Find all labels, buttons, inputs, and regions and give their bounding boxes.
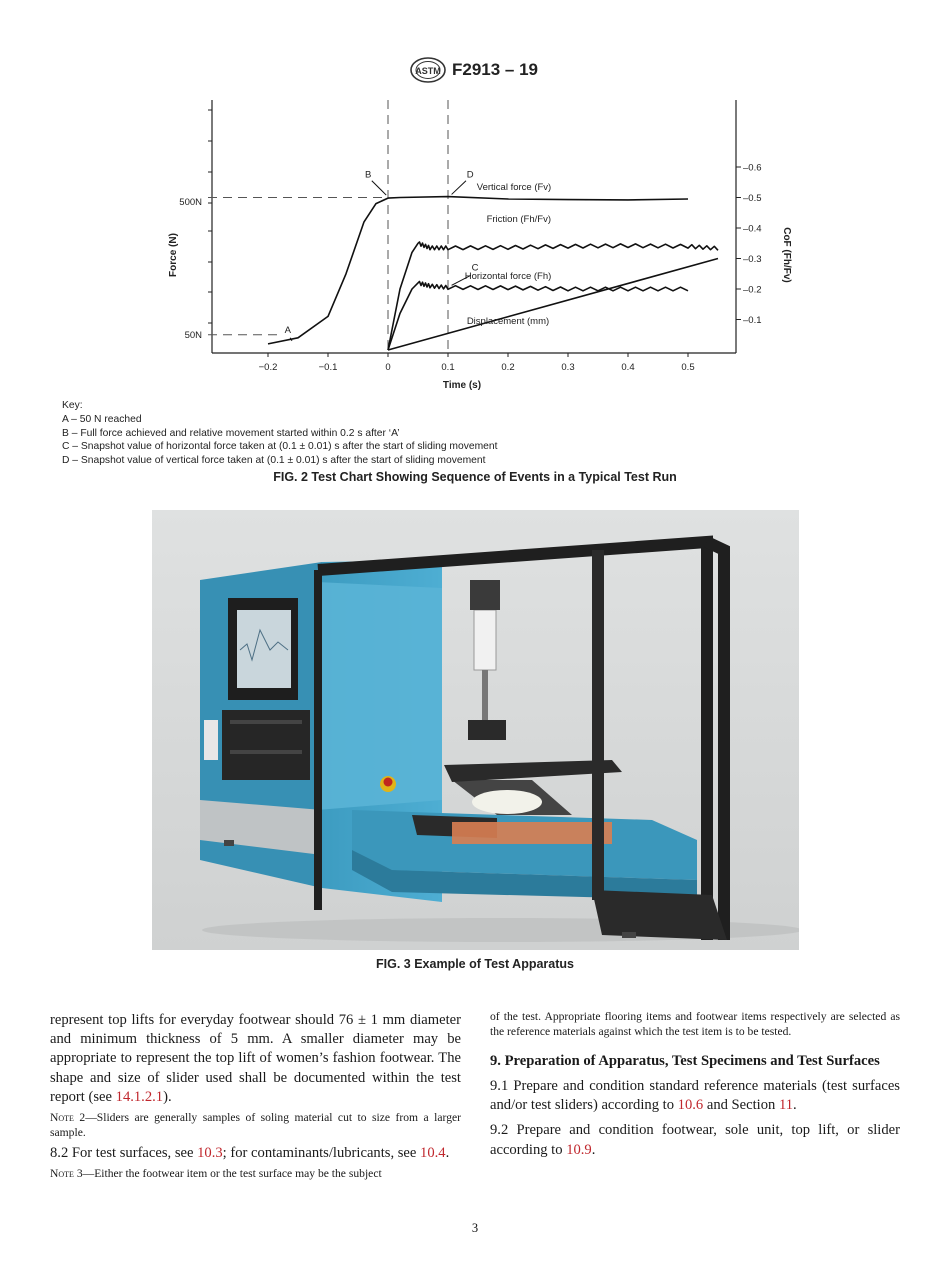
x-tick-label-3: 0.1 <box>441 362 455 373</box>
series-line-3 <box>388 259 718 351</box>
note2-label: Note 2 <box>50 1111 86 1125</box>
ref-10-4[interactable]: 10.4 <box>420 1145 446 1162</box>
annotation-b: B <box>365 169 372 181</box>
paragraph-8-1-continuation <box>50 1011 461 1107</box>
y-axis-left-label: Force (N) <box>168 233 179 277</box>
key-item-a: A – 50 N reached <box>62 413 142 425</box>
p2-text-b: ; for contaminants/lubricants, see <box>222 1145 421 1162</box>
x-tick-label-4: 0.2 <box>501 362 515 373</box>
series-label-2: Horizontal force (Fh) <box>464 271 552 283</box>
note2-text: —Sliders are generally samples of soling material cut to size from a larger sample. <box>50 1111 461 1140</box>
annotation-d: D <box>466 169 474 181</box>
p2-text-c: . <box>445 1145 450 1162</box>
annotation-c: C <box>471 262 479 274</box>
ref-10-9[interactable]: 10.9 <box>566 1141 592 1158</box>
note3-text: —Either the footwear item or the test surface may be the subject <box>82 1167 382 1181</box>
series-label-0: Vertical force (Fv) <box>476 181 552 193</box>
ref-14-1-2-1[interactable]: 14.1.2.1 <box>115 1088 164 1105</box>
key-item-d: D – Snapshot value of vertical force taken at (0.1 ± 0.01) s after the start of sliding movement <box>62 455 486 467</box>
key-title: Key: <box>62 400 83 411</box>
y-axis-right-label: CoF (Fh/Fv) <box>781 227 792 283</box>
paragraph-9-1 <box>490 1077 900 1115</box>
left-column <box>50 1011 461 1184</box>
x-tick-label-6: 0.4 <box>621 362 635 373</box>
p91-text-c: . <box>793 1097 797 1114</box>
right-tick-label-2: –0.3 <box>743 254 762 265</box>
p91-text-a: 9.1 Prepare and condition standard reference materials (test surfaces and/or test sliders) according to <box>490 1078 900 1114</box>
section-9-heading: 9. Preparation of Apparatus, Test Specimens and Test Surfaces <box>490 1053 880 1069</box>
tick-50n: 50N <box>184 330 202 341</box>
figure2-key <box>62 399 922 468</box>
p1-end: ). <box>163 1088 172 1105</box>
x-tick-label-5: 0.3 <box>561 362 575 373</box>
page-header <box>0 56 950 86</box>
note3-label: Note 3 <box>50 1167 83 1181</box>
figure3-caption: FIG. 3 Example of Test Apparatus <box>376 957 574 971</box>
x-axis-label: Time (s) <box>442 380 482 391</box>
ref-10-6[interactable]: 10.6 <box>677 1097 704 1114</box>
paragraph-9-2 <box>490 1121 900 1159</box>
logo-text: ASTM <box>415 66 441 76</box>
annotation-arrow-b <box>372 181 386 195</box>
p92-text-b: . <box>591 1141 596 1158</box>
x-tick-label-2: 0 <box>385 362 391 373</box>
annotation-a: A <box>284 325 291 337</box>
annotation-arrow-d <box>452 181 466 195</box>
figure2-caption: FIG. 2 Test Chart Showing Sequence of Events in a Typical Test Run <box>273 470 677 484</box>
note-2 <box>50 1110 461 1140</box>
ref-10-3[interactable]: 10.3 <box>197 1145 223 1162</box>
p91-text-b: and Section <box>703 1097 779 1114</box>
page-number: 3 <box>471 1221 479 1235</box>
test-chart <box>150 95 800 395</box>
right-tick-label-5: –0.6 <box>743 162 762 174</box>
p92-text-a: 9.2 Prepare and condition footwear, sole unit, top lift, or slider according to <box>490 1122 900 1158</box>
right-tick-label-4: –0.5 <box>743 193 762 204</box>
right-tick-label-0: –0.1 <box>743 315 762 326</box>
tick-500n: 500N <box>179 197 202 208</box>
astm-logo-icon <box>409 57 447 83</box>
p2-text-a: 8.2 For test surfaces, see <box>50 1145 198 1162</box>
note-3 <box>50 1166 461 1181</box>
right-tick-label-1: –0.2 <box>743 284 762 296</box>
key-item-c: C – Snapshot value of horizontal force taken at (0.1 ± 0.01) s after the start of sliding movement <box>62 441 498 453</box>
test-apparatus-photo <box>152 510 799 950</box>
right-column <box>490 1009 900 1160</box>
right-tick-label-3: –0.4 <box>743 223 762 235</box>
key-item-b: B – Full force achieved and relative movement started within 0.2 s after ‘A’ <box>62 427 400 439</box>
document-id: F2913 – 19 <box>452 60 539 79</box>
x-tick-label-1: −0.1 <box>318 362 338 373</box>
note-3-continuation: of the test. Appropriate flooring items and footwear items respectively are selected as the reference materials against which the test item is to be tested. <box>490 1010 900 1038</box>
x-tick-label-0: −0.2 <box>258 362 278 373</box>
paragraph-8-2 <box>50 1144 461 1163</box>
p1-text: represent top lifts for everyday footwear should 76 ± 1 mm diameter and minimum thickness of 5 mm. A smaller diameter may be appropriate to represent the top lift of women’s fashion footwear. The shape and size of slider used shall be documented within the test report (see <box>50 1012 461 1105</box>
ref-section-11[interactable]: 11 <box>778 1097 794 1114</box>
series-label-1: Friction (Fh/Fv) <box>486 213 551 225</box>
series-label-3: Displacement (mm) <box>466 316 550 328</box>
series-line-1 <box>388 242 718 350</box>
x-tick-label-7: 0.5 <box>681 362 695 373</box>
